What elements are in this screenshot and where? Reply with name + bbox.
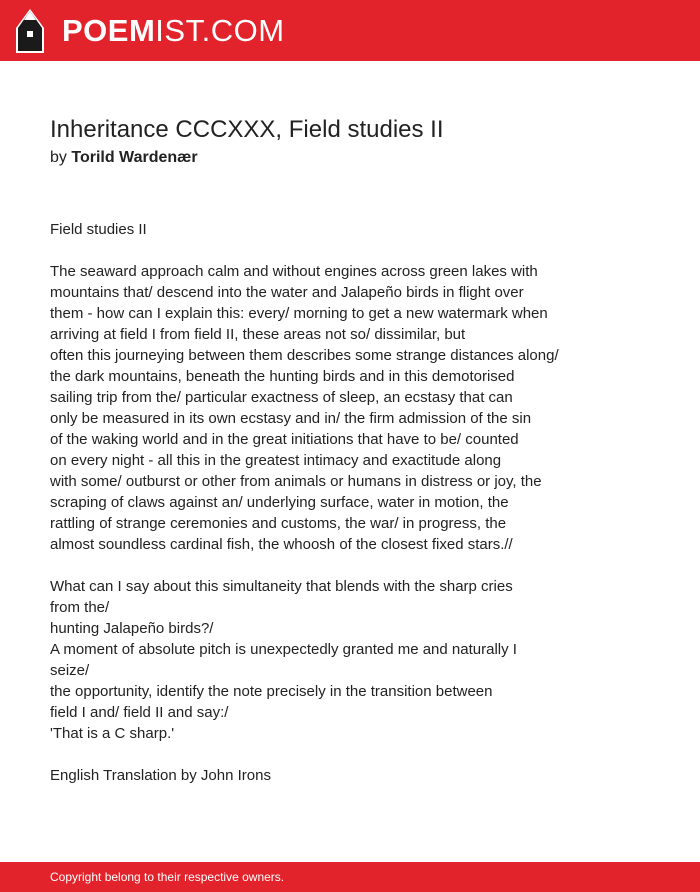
poem-line: from the/ (50, 599, 110, 616)
poem-line: What can I say about this simultaneity that blends with the sharp cries (50, 578, 513, 595)
poem-line: field I and/ field II and say:/ (50, 704, 229, 721)
poem-line: on every night - all this in the greatest intimacy and exactitude along (50, 452, 502, 469)
poem-line: almost soundless cardinal fish, the whoosh of the closest fixed stars.// (50, 536, 513, 553)
poem-line: mountains that/ descend into the water and Jalapeño birds in flight over (50, 284, 524, 301)
poem-line: with some/ outburst or other from animals or humans in distress or joy, the (50, 473, 542, 490)
poem-line: English Translation by John Irons (50, 767, 271, 784)
by-prefix: by (50, 149, 67, 166)
poem-line: arriving at field I from field II, these areas not so/ dissimilar, but (50, 326, 466, 343)
poem-line: often this journeying between them describes some strange distances along/ (50, 347, 559, 364)
poem-line: hunting Jalapeño birds?/ (50, 620, 214, 637)
byline (50, 149, 198, 167)
poem-line: 'That is a C sharp.' (50, 725, 175, 742)
logo-bold-part: POEM (62, 13, 156, 48)
logo-light-part: IST.COM (155, 13, 285, 48)
poem-line: Field studies II (50, 221, 147, 238)
stanza-break (50, 240, 670, 261)
site-footer (0, 862, 700, 892)
poem-line: only be measured in its own ecstasy and in/ the firm admission of the sin (50, 410, 532, 427)
poem-line: A moment of absolute pitch is unexpectedly granted me and naturally I (50, 641, 517, 658)
poem-line: rattling of strange ceremonies and customs, the war/ in progress, the (50, 515, 507, 532)
stanza-break (50, 744, 670, 765)
author-name: Torild Wardenær (71, 149, 198, 166)
poem-line: of the waking world and in the great initiations that have to be/ counted (50, 431, 519, 448)
site-header (0, 0, 700, 61)
copyright-text: Copyright belong to their respective owners. (50, 870, 285, 884)
poem-line: The seaward approach calm and without engines across green lakes with (50, 263, 538, 280)
site-logo[interactable] (62, 11, 285, 51)
poem-line: scraping of claws against an/ underlying surface, water in motion, the (50, 494, 509, 511)
pencil-logo-icon[interactable] (16, 9, 44, 53)
poem-title: Inheritance CCCXXX, Field studies II (50, 116, 444, 143)
stanza-break (50, 555, 670, 576)
poem-body (50, 219, 670, 786)
poem-line: the opportunity, identify the note precisely in the transition between (50, 683, 493, 700)
poem-line: sailing trip from the/ particular exactness of sleep, an ecstasy that can (50, 389, 513, 406)
poem-line: the dark mountains, beneath the hunting birds and in this demotorised (50, 368, 515, 385)
poem-line: seize/ (50, 662, 90, 679)
poem-line: them - how can I explain this: every/ morning to get a new watermark when (50, 305, 548, 322)
